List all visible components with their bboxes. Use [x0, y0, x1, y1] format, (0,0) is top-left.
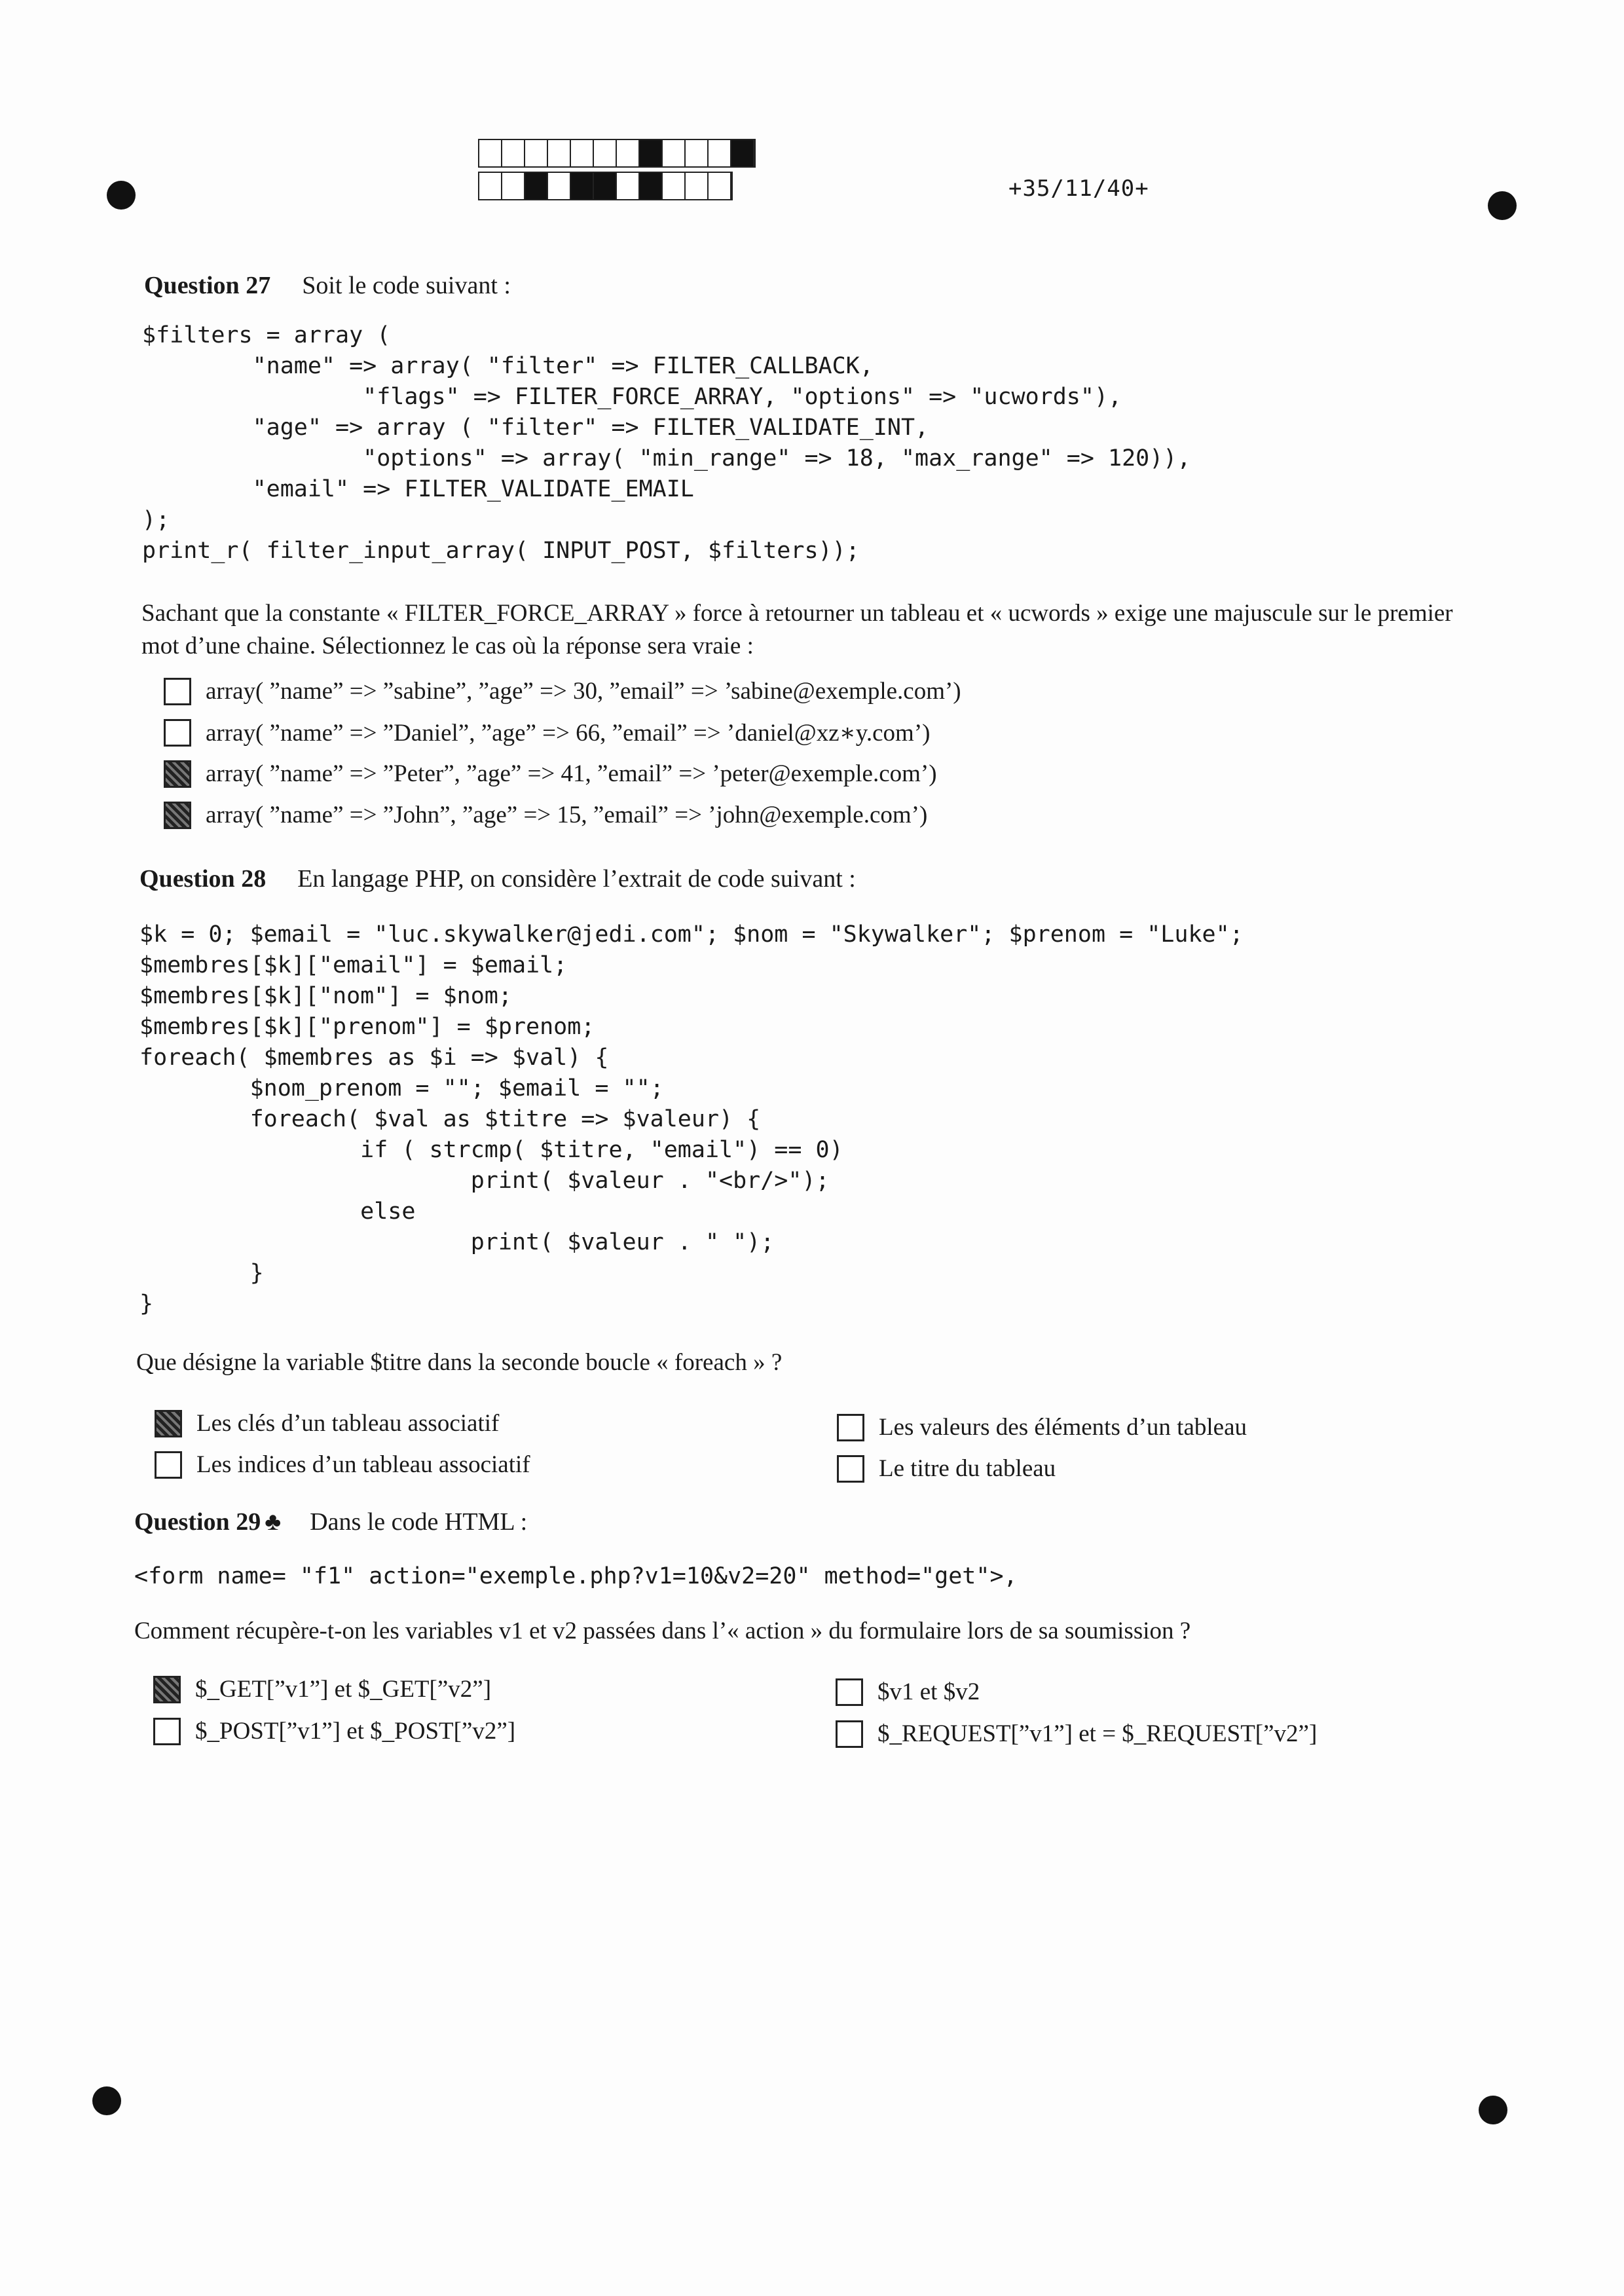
- question-28-prompt: En langage PHP, on considère l’extrait de code suivant :: [297, 865, 856, 893]
- option-label: $_POST[”v1”] et $_POST[”v2”]: [195, 1718, 516, 1745]
- barcode-cell: [571, 173, 594, 199]
- barcode-cell: [617, 140, 640, 166]
- barcode-cell: [502, 140, 525, 166]
- question-28-text: Que désigne la variable $titre dans la seconde boucle « foreach » ?: [136, 1349, 783, 1376]
- barcode-cell: [640, 173, 663, 199]
- question-29-option-2[interactable]: [153, 1717, 515, 1745]
- checkbox[interactable]: [164, 802, 191, 829]
- barcode-cell: [709, 173, 731, 199]
- checkbox[interactable]: [153, 1676, 181, 1703]
- question-28-header: [139, 864, 856, 893]
- option-label: $v1 et $v2: [877, 1678, 980, 1705]
- exam-id: +35/11/40+: [1008, 176, 1149, 202]
- barcode-cell: [686, 173, 709, 199]
- barcode-cell: [663, 140, 686, 166]
- option-label: array( ”name” => ”Daniel”, ”age” => 66, ”email” => ’daniel@xz∗y.com’): [206, 720, 931, 747]
- question-27-label: Question 27: [144, 272, 271, 299]
- barcode-cell: [640, 140, 663, 166]
- question-28-option-4[interactable]: [837, 1454, 1056, 1483]
- barcode-cell: [525, 173, 548, 199]
- option-label: $_REQUEST[”v1”] et = $_REQUEST[”v2”]: [877, 1720, 1318, 1747]
- question-27-option-3[interactable]: [164, 760, 937, 788]
- checkbox[interactable]: [836, 1720, 863, 1748]
- barcode-cell: [709, 140, 731, 166]
- barcode-cell: [594, 173, 617, 199]
- question-29-option-1[interactable]: [153, 1675, 491, 1703]
- checkbox[interactable]: [164, 678, 191, 705]
- question-27-option-2[interactable]: [164, 718, 930, 747]
- checkbox[interactable]: [155, 1410, 182, 1437]
- barcode-cell: [479, 140, 502, 166]
- barcode-cell: [663, 173, 686, 199]
- barcode-cell: [571, 140, 594, 166]
- checkbox[interactable]: [164, 719, 191, 747]
- question-27-header: [144, 271, 511, 300]
- barcode-cell: [731, 140, 754, 166]
- barcode-cell: [479, 173, 502, 199]
- question-28-code: $k = 0; $email = "luc.skywalker@jedi.com"; $nom = "Skywalker"; $prenom = "Luke"; $membres[$k]["email"] = $email; $membres[$k]["nom"] = $nom; $membres[$k]["prenom"] = $prenom; foreach( $membres as $i => $val) { $nom_prenom = ""; $email = ""; foreach( $val as $titre => $valeur) { if ( strcmp( $titre, "email") == 0) print( $valeur . "<br/>"); else print( $valeur . " "); } }: [139, 921, 1244, 1317]
- question-29-header: [134, 1508, 527, 1536]
- checkbox[interactable]: [836, 1678, 863, 1706]
- question-29-option-3[interactable]: [836, 1678, 980, 1706]
- barcode-cell: [548, 173, 571, 199]
- checkbox[interactable]: [153, 1718, 181, 1745]
- option-label: Les indices d’un tableau associatif: [196, 1451, 530, 1478]
- question-29-text: Comment récupère-t-on les variables v1 et v2 passées dans l’« action » du formulaire lors de sa soumission ?: [134, 1618, 1191, 1644]
- barcode-cell: [617, 173, 640, 199]
- question-27-option-4[interactable]: [164, 801, 927, 829]
- barcode-cell: [525, 140, 548, 166]
- barcode-cell: [502, 173, 525, 199]
- question-28-option-1[interactable]: [155, 1409, 499, 1437]
- barcode-cell: [548, 140, 571, 166]
- question-27-text: Sachant que la constante « FILTER_FORCE_ARRAY » force à retourner un tableau et « ucwords » exige une majuscule sur le premier mot d’une chaine. Sélectionnez le cas où la réponse sera vraie :: [141, 600, 1453, 659]
- club-icon: ♣: [265, 1508, 282, 1536]
- checkbox[interactable]: [837, 1414, 864, 1441]
- checkbox[interactable]: [837, 1455, 864, 1483]
- corner-mark-top-left: [107, 181, 136, 210]
- question-29-option-4[interactable]: [836, 1720, 1317, 1748]
- option-label: array( ”name” => ”Peter”, ”age” => 41, ”email” => ’peter@exemple.com’): [206, 760, 937, 787]
- question-27-code: $filters = array ( "name" => array( "filter" => FILTER_CALLBACK, "flags" => FILTER_FORCE_ARRAY, "options" => "ucwords"), "age" => array ( "filter" => FILTER_VALIDATE_INT, "options" => array( "min_range" => 18, "max_range" => 120)), "email" => FILTER_VALIDATE_EMAIL ); print_r( filter_input_array( INPUT_POST, $filters));: [142, 322, 1191, 564]
- barcode-cell: [686, 140, 709, 166]
- barcode-cell: [594, 140, 617, 166]
- option-label: Le titre du tableau: [879, 1455, 1056, 1482]
- question-29-label: Question 29: [134, 1508, 261, 1536]
- barcode-bottom: [478, 172, 733, 200]
- question-27-option-1[interactable]: [164, 677, 961, 705]
- corner-mark-top-right: [1488, 191, 1517, 220]
- checkbox[interactable]: [164, 760, 191, 788]
- question-28-option-3[interactable]: [837, 1413, 1247, 1441]
- corner-mark-bottom-left: [92, 2086, 121, 2115]
- question-27-prompt: Soit le code suivant :: [302, 272, 511, 299]
- corner-mark-bottom-right: [1479, 2096, 1507, 2124]
- checkbox[interactable]: [155, 1451, 182, 1479]
- option-label: $_GET[”v1”] et $_GET[”v2”]: [195, 1676, 492, 1703]
- option-label: array( ”name” => ”John”, ”age” => 15, ”email” => ’john@exemple.com’): [206, 802, 928, 828]
- question-28-label: Question 28: [139, 865, 267, 893]
- option-label: Les valeurs des éléments d’un tableau: [879, 1414, 1247, 1441]
- barcode-top: [478, 139, 756, 168]
- option-label: array( ”name” => ”sabine”, ”age” => 30, ”email” => ’sabine@exemple.com’): [206, 678, 961, 705]
- option-label: Les clés d’un tableau associatif: [196, 1410, 500, 1437]
- question-28-option-2[interactable]: [155, 1451, 530, 1479]
- question-29-prompt: Dans le code HTML :: [310, 1508, 528, 1536]
- question-29-code: <form name= "f1" action="exemple.php?v1=10&v2=20" method="get">,: [134, 1563, 1018, 1589]
